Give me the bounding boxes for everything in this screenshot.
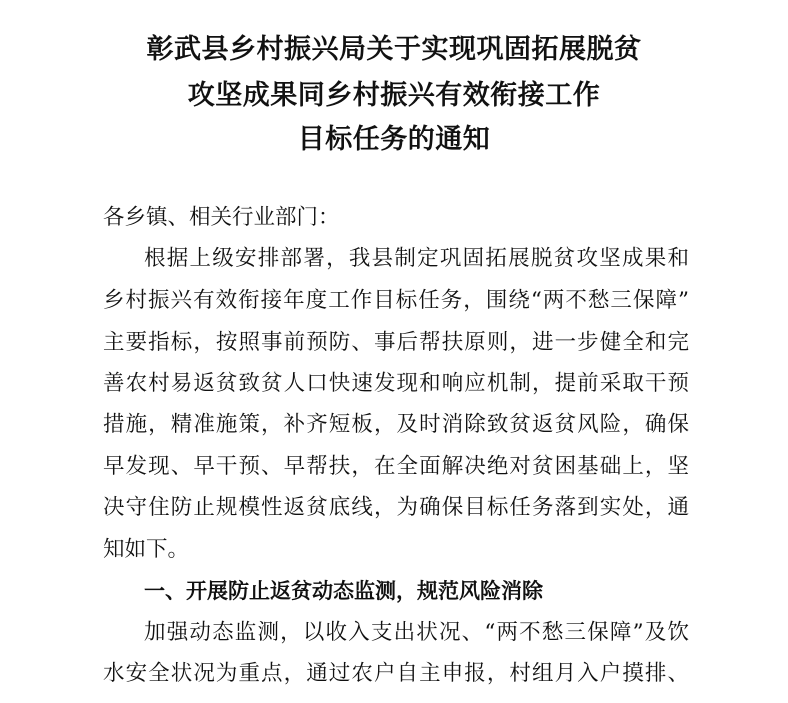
paragraph-1-line: 早发现、早干预、早帮扶，在全面解决绝对贫困基础上，坚 [103,454,689,479]
section-1-line: 水安全状况为重点，通过农户自主申报，村组月入户摸排、 [103,661,689,686]
section-1-heading: 一、开展防止返贫动态监测，规范风险消除 [144,579,543,603]
salutation: 各乡镇、相关行业部门： [103,205,340,230]
paragraph-1-line: 决守住防止规模性返贫底线，为确保目标任务落到实处，通 [103,495,689,520]
document-title-line-3: 目标任务的通知 [297,124,491,155]
paragraph-1-line: 根据上级安排部署，我县制定巩固拓展脱贫攻坚成果和 [144,246,689,271]
document-title-line-2: 攻坚成果同乡村振兴有效衔接工作 [187,80,601,111]
paragraph-1-line: 善农村易返贫致贫人口快速发现和响应机制，提前采取干预 [103,371,689,396]
section-1-line: 加强动态监测，以收入支出状况、“两不愁三保障”及饮 [144,620,689,645]
paragraph-1-line: 乡村振兴有效衔接年度工作目标任务，围绕“两不愁三保障” [103,288,689,313]
document-title-line-1: 彰武县乡村振兴局关于实现巩固拓展脱贫 [146,34,642,65]
paragraph-1-line: 知如下。 [103,537,190,562]
paragraph-1-line: 措施，精准施策，补齐短板，及时消除致贫返贫风险，确保 [103,412,689,437]
paragraph-1-line: 主要指标，按照事前预防、事后帮扶原则，进一步健全和完 [103,330,689,355]
